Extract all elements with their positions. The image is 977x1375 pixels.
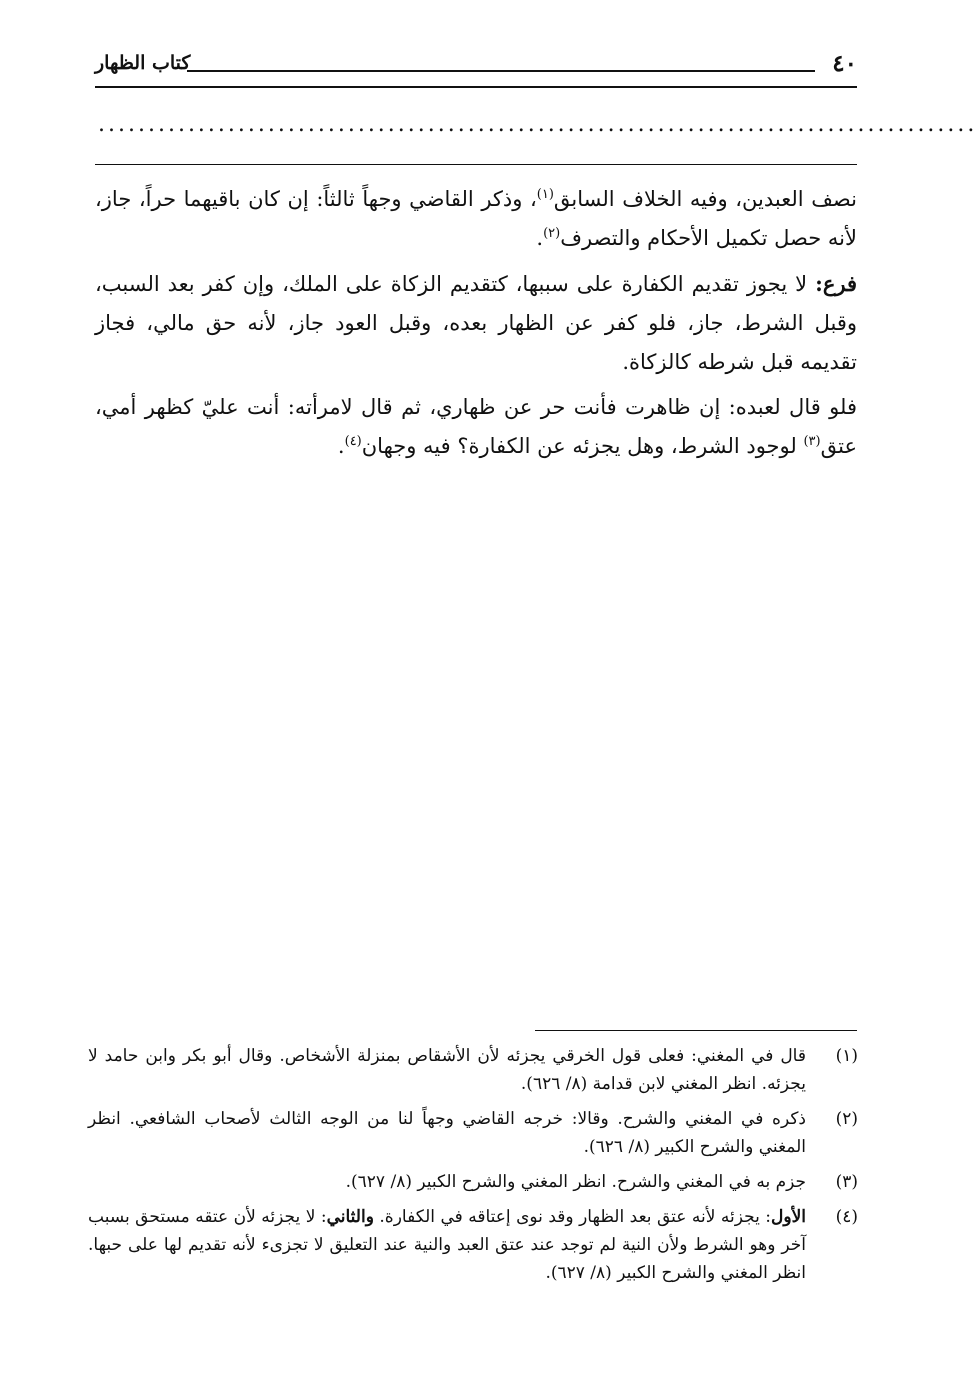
chapter-title: كتاب الظهار: [95, 52, 191, 74]
paragraph-2: فرع: لا يجوز تقديم الكفارة على سببها، كتقديم الزكاة على الملك، وإن كفر بعد السبب، وقبل الشرط، جاز، فلو كفر عن الظهار بعده، وقبل العود جاز، لأنه حق مالي، فجاز تقديمه قبل شرطه كالزكاة.: [95, 271, 857, 374]
footnote-term-first: الأول: [771, 1207, 806, 1227]
footnotes: [88, 1042, 858, 1294]
paragraph-lead: فرع:: [815, 271, 857, 296]
footnote-text: قال في المغني: فعلى قول الخرقي يجزئه لأن الأشقاص بمنزلة الأشخاص. وقال أبو بكر وابن حامد لا يجزئه. انظر المغني لابن قدامة (٨/ ٦٢٦).: [88, 1046, 806, 1094]
footnote-ref-4[interactable]: (٤): [344, 434, 362, 449]
footnote-text: : يجزئه لأنه عتق بعد الظهار وقد نوى إعتاقه في الكفارة.: [373, 1207, 772, 1227]
footnote-ref-1[interactable]: (١): [536, 187, 554, 202]
footnote-3: [88, 1168, 858, 1196]
dotted-continuation-line: ........................................................................................: [98, 112, 977, 137]
header-underline: [95, 86, 857, 88]
page-number: ٤٠: [832, 50, 857, 77]
paragraph-3: فلو قال لعبده: إن ظاهرت فأنت حر عن ظهاري، ثم قال لامرأته: أنت عليّ كظهر أمي، عتق$^{(٣)}$ لوجود الشرط، وهل يجزئه عن الكفارة؟ فيه وجهان$^{(٤)}$.: [95, 395, 857, 458]
footnote-text: ذكره في المغني والشرح. وقالا: خرجه القاضي وجهاً لنا من الوجه الثالث لأصحاب الشافعي. انظر المغني والشرح الكبير (٨/ ٦٢٦).: [88, 1109, 806, 1157]
footnote-number: (٤): [835, 1207, 858, 1227]
footnote-term-second: والثاني: [326, 1207, 374, 1227]
footnote-number: (٣): [835, 1172, 858, 1192]
footnote-text: : لا يجزئه لأن عتقه مستحق بسبب آخر وهو الشرط ولأن النية لم توجد عند عتق العبد والنية عند التعليق لا تجزىء لأنه تقديم لها على حبها. انظر المغني والشرح الكبير (٨/ ٦٢٧).: [88, 1207, 806, 1283]
footnote-separator: [535, 1030, 857, 1031]
footnote-4: [88, 1203, 858, 1287]
main-text: [95, 180, 857, 472]
paragraph-1: نصف العبدين، وفيه الخلاف السابق$^{(١)}$، وذكر القاضي وجهاً ثالثاً: إن كان باقيهما حراً، جاز، لأنه حصل تكميل الأحكام والتصرف$^{(٢)}$.: [95, 187, 857, 250]
footnote-2: [88, 1105, 858, 1161]
footnote-number: (٢): [835, 1109, 858, 1129]
header-rule: [187, 70, 815, 72]
footnote-1: [88, 1042, 858, 1098]
footnote-ref-2[interactable]: (٢): [543, 226, 561, 241]
page-header: [95, 50, 857, 88]
separator-rule: [95, 164, 857, 165]
footnote-ref-3[interactable]: (٣): [803, 434, 821, 449]
footnote-number: (١): [835, 1046, 858, 1066]
footnote-text: جزم به في المغني والشرح. انظر المغني والشرح الكبير (٨/ ٦٢٧).: [345, 1172, 806, 1192]
